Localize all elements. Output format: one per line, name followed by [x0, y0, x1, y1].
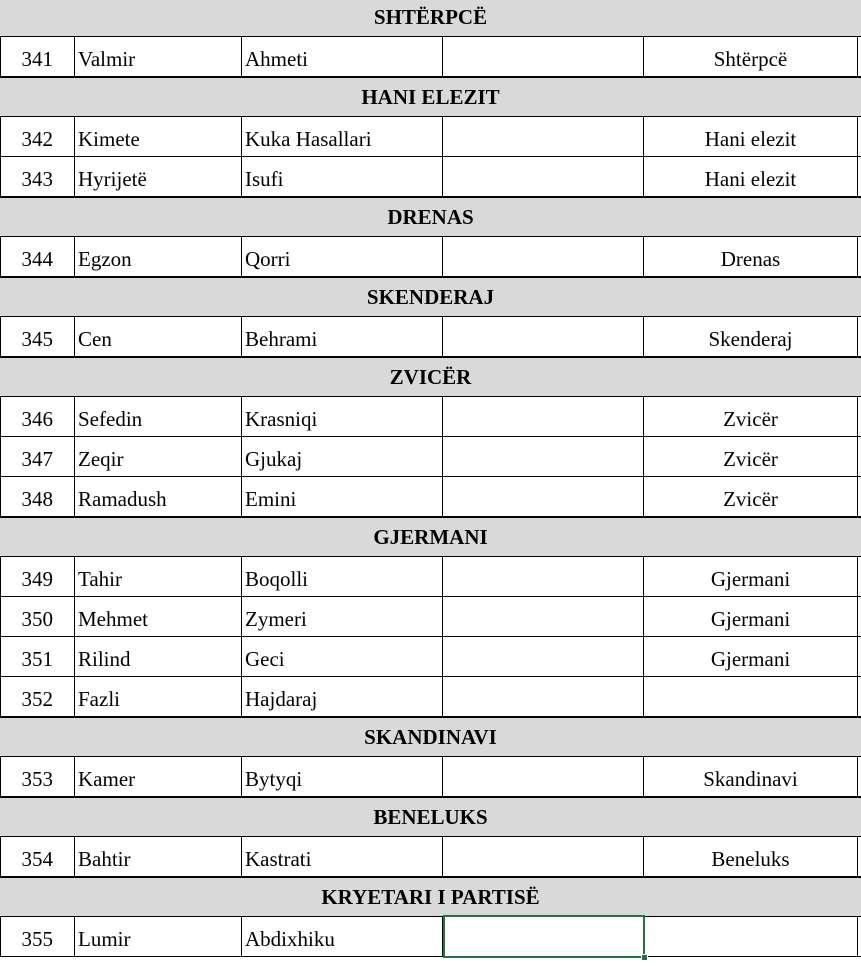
row-number-cell[interactable]: 344 [0, 237, 75, 276]
empty-cell[interactable] [443, 757, 644, 796]
location-cell[interactable]: Beneluks [644, 837, 858, 876]
section-header[interactable]: SKANDINAVI [0, 717, 861, 757]
empty-cell[interactable] [443, 397, 644, 436]
table-row [0, 477, 861, 517]
table-row [0, 117, 861, 157]
location-cell[interactable]: Drenas [644, 237, 858, 276]
last-name-cell[interactable]: Boqolli [242, 557, 443, 596]
table-row [0, 157, 861, 197]
table-row [0, 757, 861, 797]
empty-cell[interactable] [443, 557, 644, 596]
location-cell[interactable] [644, 917, 858, 956]
location-cell[interactable]: Zvicër [644, 477, 858, 516]
last-name-cell[interactable]: Qorri [242, 237, 443, 276]
first-name-cell[interactable]: Valmir [75, 37, 242, 76]
empty-cell[interactable] [443, 117, 644, 156]
section-header[interactable]: SHTËRPCË [0, 0, 861, 37]
location-cell[interactable]: Shtërpcë [644, 37, 858, 76]
row-number-cell[interactable]: 346 [0, 397, 75, 436]
table-row [0, 917, 861, 957]
location-cell[interactable]: Gjermani [644, 597, 858, 636]
empty-cell[interactable] [443, 477, 644, 516]
empty-cell[interactable] [443, 597, 644, 636]
location-cell[interactable]: Skandinavi [644, 757, 858, 796]
location-cell[interactable]: Zvicër [644, 437, 858, 476]
table-row [0, 317, 861, 357]
location-cell[interactable]: Gjermani [644, 557, 858, 596]
location-cell[interactable] [644, 677, 858, 716]
last-name-cell[interactable]: Kastrati [242, 837, 443, 876]
fill-handle[interactable] [641, 954, 648, 961]
last-name-cell[interactable]: Zymeri [242, 597, 443, 636]
last-name-cell[interactable]: Behrami [242, 317, 443, 356]
last-name-cell[interactable]: Geci [242, 637, 443, 676]
row-number-cell[interactable]: 353 [0, 757, 75, 796]
first-name-cell[interactable]: Cen [75, 317, 242, 356]
first-name-cell[interactable]: Kimete [75, 117, 242, 156]
empty-cell[interactable] [443, 157, 644, 196]
table-row [0, 597, 861, 637]
row-number-cell[interactable]: 350 [0, 597, 75, 636]
selected-cell-outline[interactable] [443, 915, 645, 958]
location-cell[interactable]: Hani elezit [644, 117, 858, 156]
last-name-cell[interactable]: Bytyqi [242, 757, 443, 796]
row-number-cell[interactable]: 342 [0, 117, 75, 156]
section-header[interactable]: GJERMANI [0, 517, 861, 557]
first-name-cell[interactable]: Kamer [75, 757, 242, 796]
first-name-cell[interactable]: Tahir [75, 557, 242, 596]
table-row [0, 397, 861, 437]
empty-cell[interactable] [443, 237, 644, 276]
row-number-cell[interactable]: 352 [0, 677, 75, 716]
row-number-cell[interactable]: 343 [0, 157, 75, 196]
row-number-cell[interactable]: 341 [0, 37, 75, 76]
last-name-cell[interactable]: Ahmeti [242, 37, 443, 76]
row-number-cell[interactable]: 345 [0, 317, 75, 356]
location-cell[interactable]: Zvicër [644, 397, 858, 436]
row-number-cell[interactable]: 354 [0, 837, 75, 876]
first-name-cell[interactable]: Lumir [75, 917, 242, 956]
row-number-cell[interactable]: 351 [0, 637, 75, 676]
first-name-cell[interactable]: Sefedin [75, 397, 242, 436]
first-name-cell[interactable]: Bahtir [75, 837, 242, 876]
first-name-cell[interactable]: Ramadush [75, 477, 242, 516]
section-header[interactable]: KRYETARI I PARTISË [0, 877, 861, 917]
row-number-cell[interactable]: 348 [0, 477, 75, 516]
first-name-cell[interactable]: Egzon [75, 237, 242, 276]
row-number-cell[interactable]: 347 [0, 437, 75, 476]
location-cell[interactable]: Hani elezit [644, 157, 858, 196]
last-name-cell[interactable]: Isufi [242, 157, 443, 196]
last-name-cell[interactable]: Kuka Hasallari [242, 117, 443, 156]
table-row [0, 837, 861, 877]
first-name-cell[interactable]: Hyrijetë [75, 157, 242, 196]
row-number-cell[interactable]: 355 [0, 917, 75, 956]
first-name-cell[interactable]: Zeqir [75, 437, 242, 476]
row-number-cell[interactable]: 349 [0, 557, 75, 596]
last-name-cell[interactable]: Abdixhiku [242, 917, 443, 956]
last-name-cell[interactable]: Krasniqi [242, 397, 443, 436]
empty-cell[interactable] [443, 637, 644, 676]
first-name-cell[interactable]: Rilind [75, 637, 242, 676]
first-name-cell[interactable]: Fazli [75, 677, 242, 716]
empty-cell[interactable] [443, 837, 644, 876]
table-row [0, 637, 861, 677]
table-row [0, 237, 861, 277]
section-header[interactable]: HANI ELEZIT [0, 77, 861, 117]
location-cell[interactable]: Skenderaj [644, 317, 858, 356]
table-row [0, 437, 861, 477]
first-name-cell[interactable]: Mehmet [75, 597, 242, 636]
empty-cell[interactable] [443, 317, 644, 356]
last-name-cell[interactable]: Gjukaj [242, 437, 443, 476]
empty-cell[interactable] [443, 37, 644, 76]
table-row [0, 557, 861, 597]
table-row [0, 37, 861, 77]
last-name-cell[interactable]: Emini [242, 477, 443, 516]
empty-cell[interactable] [443, 437, 644, 476]
table-row [0, 677, 861, 717]
section-header[interactable]: ZVICËR [0, 357, 861, 397]
section-header[interactable]: DRENAS [0, 197, 861, 237]
last-name-cell[interactable]: Hajdaraj [242, 677, 443, 716]
section-header[interactable]: SKENDERAJ [0, 277, 861, 317]
location-cell[interactable]: Gjermani [644, 637, 858, 676]
section-header[interactable]: BENELUKS [0, 797, 861, 837]
empty-cell[interactable] [443, 677, 644, 716]
